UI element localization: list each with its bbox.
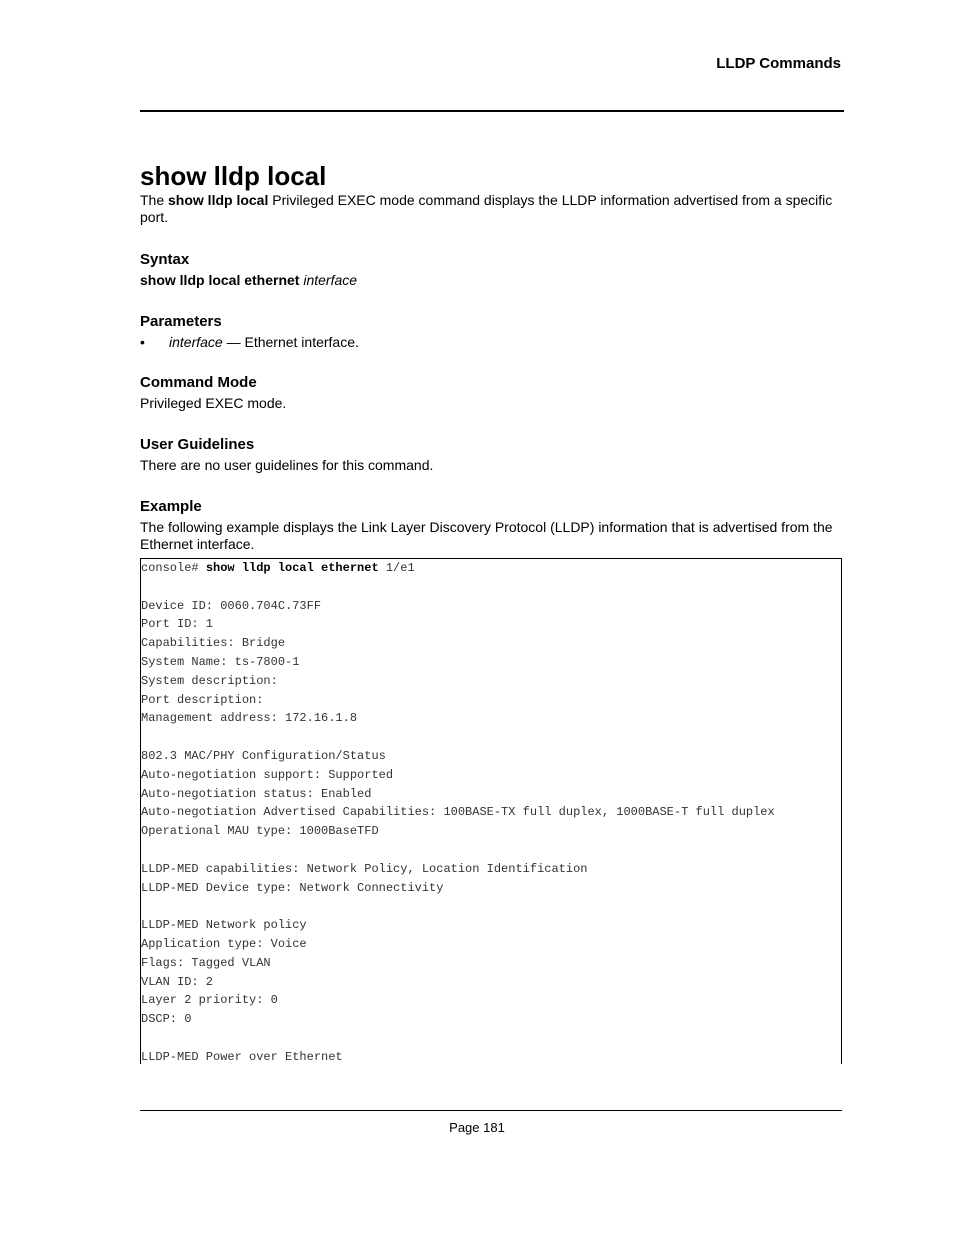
code-output-line <box>141 1029 841 1048</box>
code-output-line: System Name: ts-7800-1 <box>141 654 300 669</box>
code-prompt: console# <box>141 561 206 575</box>
header-rule <box>140 110 844 112</box>
code-output-line <box>141 578 841 597</box>
code-output-line: Flags: Tagged VLAN <box>141 955 271 970</box>
code-output-line: Auto-negotiation status: Enabled <box>141 786 372 801</box>
code-output-line: LLDP-MED capabilities: Network Policy, Location Identification <box>141 861 588 876</box>
page-title: show lldp local <box>140 161 327 191</box>
code-command-arg: 1/e1 <box>378 561 415 575</box>
command-mode-text: Privileged EXEC mode. <box>140 395 287 411</box>
code-output-line: Layer 2 priority: 0 <box>141 993 278 1008</box>
code-output-line: LLDP-MED Network policy <box>141 918 307 933</box>
example-heading: Example <box>140 498 202 515</box>
syntax-command: show lldp local ethernet <box>140 272 300 288</box>
syntax-arg: interface <box>303 272 358 288</box>
footer-rule <box>140 1110 842 1111</box>
code-output-line: LLDP-MED Power over Ethernet <box>141 1049 343 1064</box>
code-output <box>141 578 841 1064</box>
code-output-line: 802.3 MAC/PHY Configuration/Status <box>141 748 386 763</box>
code-example-box <box>140 558 842 1064</box>
page-number: Page 181 <box>449 1120 505 1135</box>
code-output-line <box>141 841 841 860</box>
syntax-heading: Syntax <box>140 251 190 268</box>
code-output-line <box>141 897 841 916</box>
syntax-line <box>140 272 844 289</box>
code-output-line: System description: <box>141 673 278 688</box>
running-header: LLDP Commands <box>716 55 841 72</box>
code-command: show lldp local ethernet <box>205 561 379 575</box>
code-output-line: Auto-negotiation support: Supported <box>141 767 394 782</box>
command-mode-heading: Command Mode <box>140 374 257 391</box>
code-output-line: VLAN ID: 2 <box>141 974 214 989</box>
code-output-line: DSCP: 0 <box>141 1012 192 1027</box>
example-text: The following example displays the Link Layer Discovery Protocol (LLDP) information that is advertised from the Ethernet interface. <box>140 519 833 552</box>
code-output-line: Device ID: 0060.704C.73FF <box>141 598 322 613</box>
bullet-marker: • <box>140 334 145 350</box>
user-guidelines-text: There are no user guidelines for this command. <box>140 457 434 473</box>
intro-paragraph <box>140 192 844 226</box>
main-content <box>140 160 844 553</box>
code-output-line: Operational MAU type: 1000BaseTFD <box>141 824 379 839</box>
code-output-line: Auto-negotiation Advertised Capabilities: 100BASE-TX full duplex, 1000BASE-T full duplex <box>141 805 775 820</box>
intro-pre: The <box>140 192 169 208</box>
code-output-line: Application type: Voice <box>141 936 307 951</box>
parameter-item <box>140 334 844 351</box>
parameter-name: interface <box>169 334 223 350</box>
code-output-line: LLDP-MED Device type: Network Connectivity <box>141 880 444 895</box>
code-output-line: Port ID: 1 <box>141 617 214 632</box>
code-output-line: Port description: <box>141 692 264 707</box>
code-output-line <box>141 728 841 747</box>
user-guidelines-heading: User Guidelines <box>140 436 255 453</box>
code-output-line: Capabilities: Bridge <box>141 636 286 651</box>
code-output-line: Management address: 172.16.1.8 <box>141 711 358 726</box>
parameters-heading: Parameters <box>140 313 222 330</box>
code-command-line <box>141 559 841 578</box>
parameter-desc: — Ethernet interface. <box>222 334 359 350</box>
intro-command: show lldp local <box>168 192 269 208</box>
intro-post: Privileged EXEC mode command displays the LLDP information advertised from a specific port. <box>140 192 833 225</box>
